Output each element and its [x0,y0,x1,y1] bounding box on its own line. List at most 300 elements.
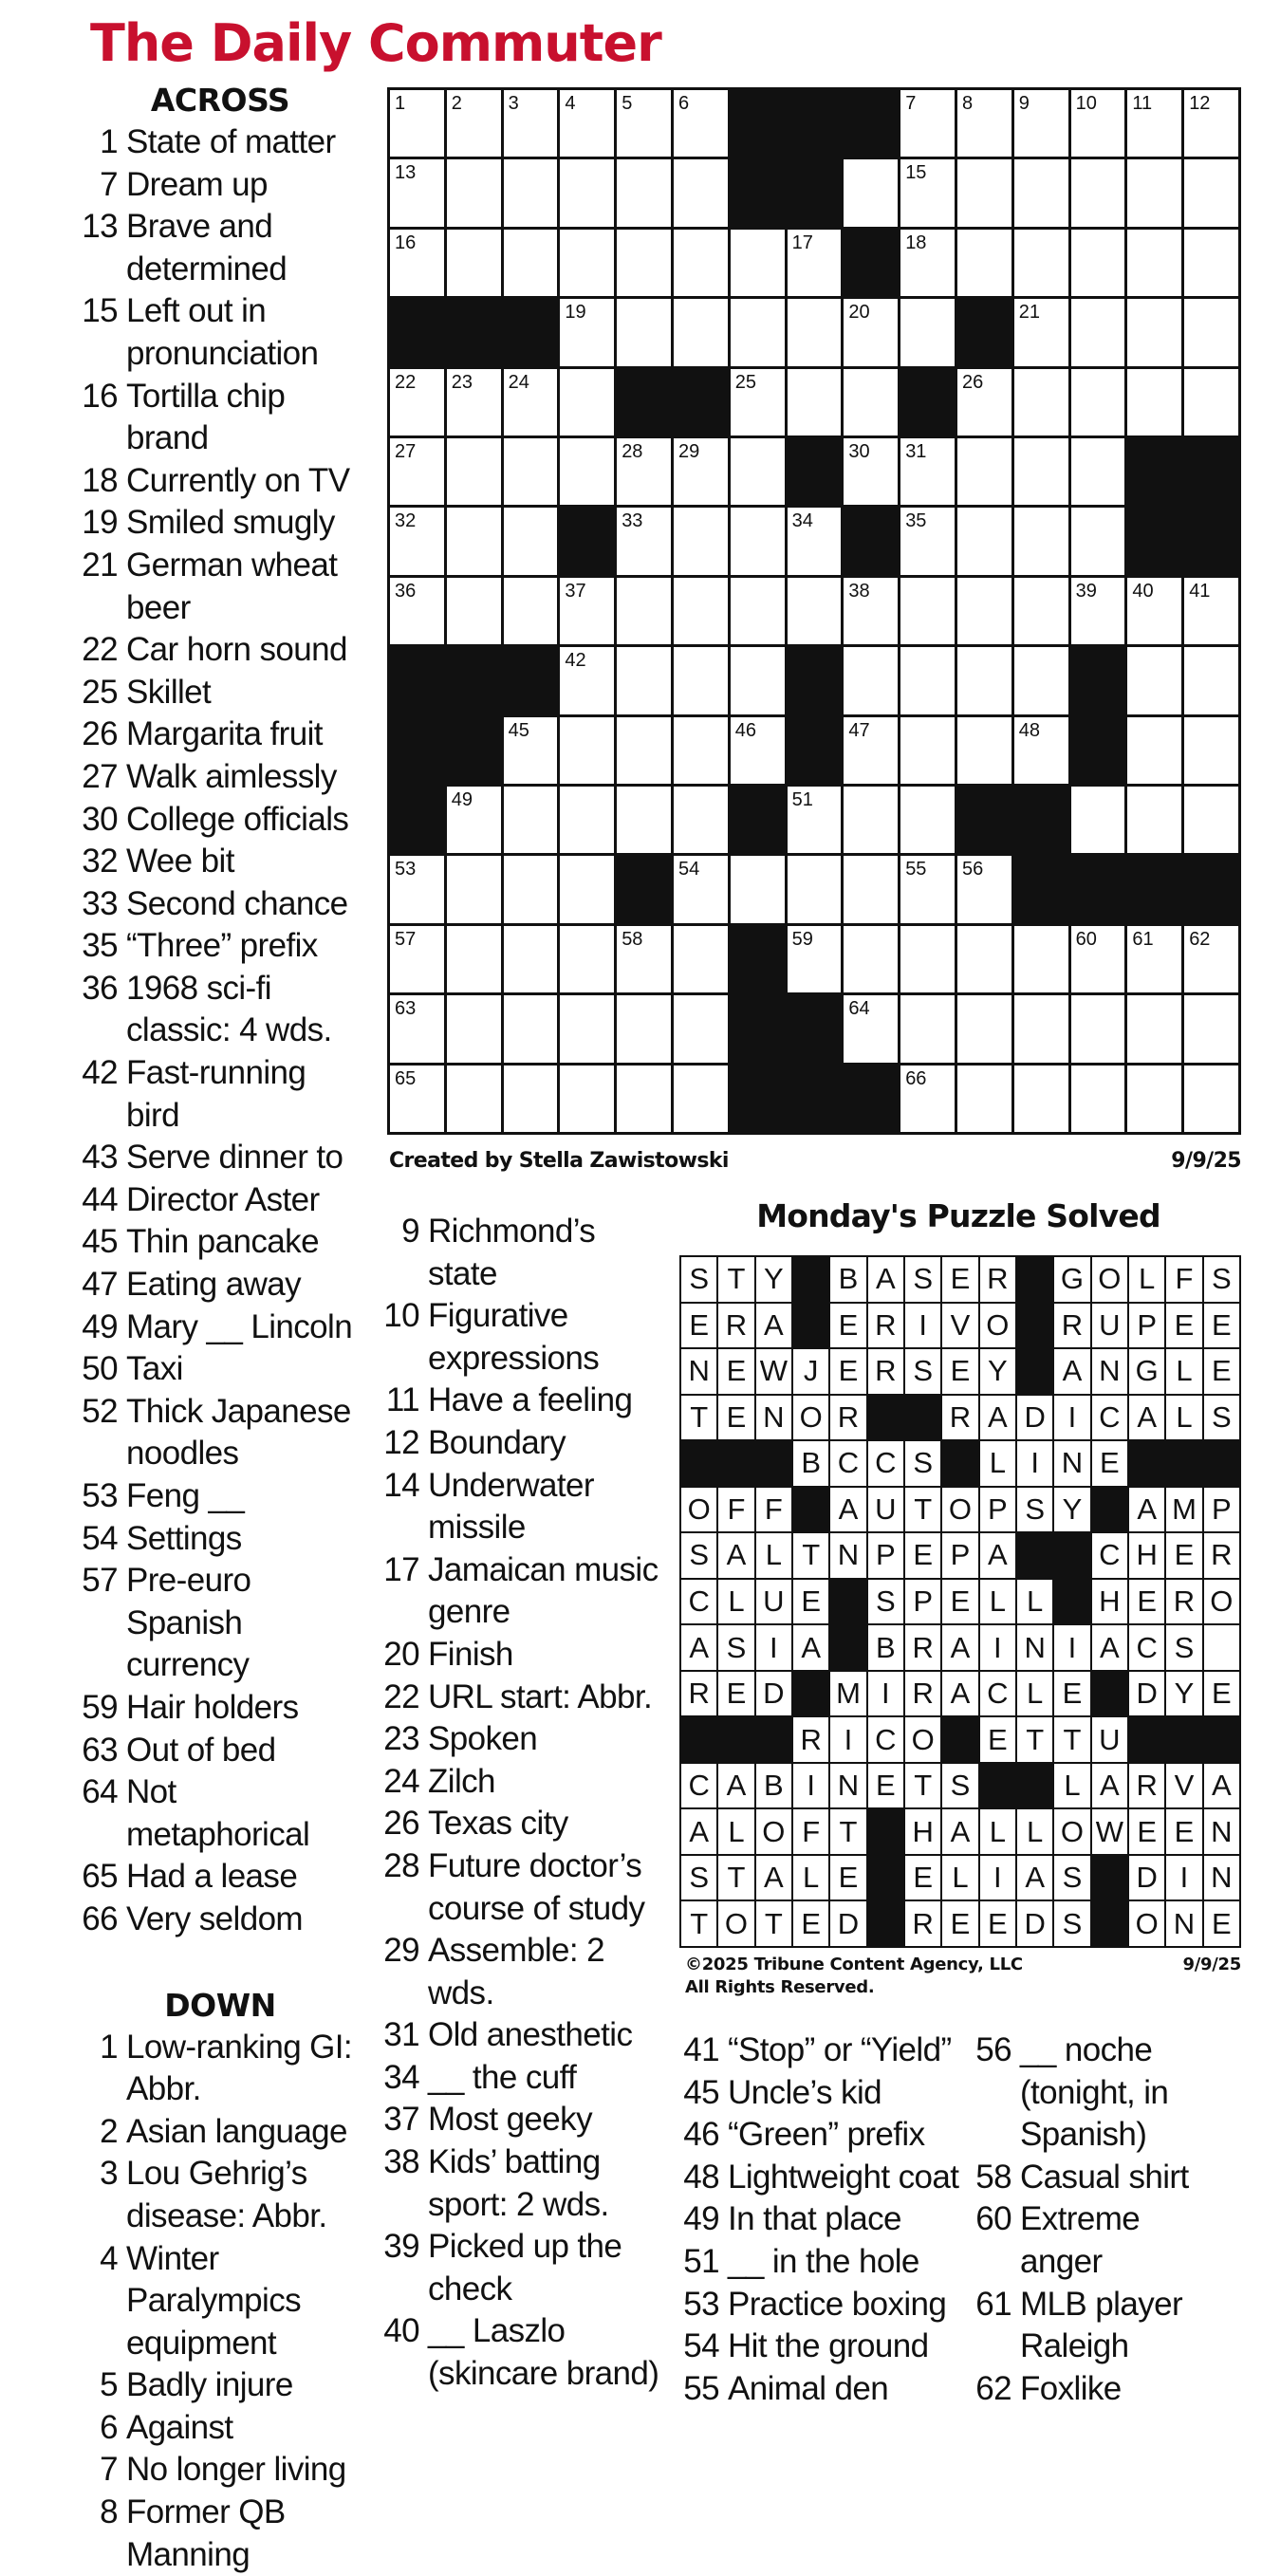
clue-line [968,2198,1253,2241]
grid-cell[interactable] [1071,159,1125,226]
grid-cell[interactable] [447,995,501,1062]
solved-cell: V [942,1304,977,1348]
grid-cell[interactable] [788,926,842,992]
grid-cell[interactable] [1014,926,1068,992]
solved-cell: S [681,1257,716,1302]
black-square [844,508,898,574]
grid-cell[interactable] [1014,647,1068,713]
grid-cell[interactable] [504,787,558,853]
solved-cell: A [980,1396,1015,1440]
grid-cell[interactable] [504,578,558,644]
grid-cell[interactable] [1127,717,1181,784]
grid-cell[interactable] [674,578,728,644]
copyright-line-1: ©2025 Tribune Content Agency, LLC [685,1955,1023,1974]
cell-number: 54 [678,859,700,880]
grid-cell[interactable] [1071,90,1125,157]
grid-cell[interactable] [504,1066,558,1132]
grid-cell[interactable] [560,438,614,505]
clue-number: 32 [82,843,118,880]
grid-cell[interactable] [1184,159,1238,226]
grid-cell[interactable] [674,926,728,992]
clue-number: 45 [82,1223,118,1261]
grid-cell[interactable] [504,438,558,505]
clue-text: missile [428,1509,526,1547]
grid-cell[interactable] [731,856,785,922]
grid-cell[interactable] [447,856,501,922]
clue-line [78,1899,362,1941]
solved-cell: T [905,1764,940,1808]
clue-number: 25 [82,673,118,711]
grid-cell[interactable] [788,230,842,296]
grid-cell[interactable] [1184,90,1238,157]
grid-cell[interactable] [674,159,728,226]
grid-cell[interactable] [731,717,785,784]
grid-cell[interactable] [447,926,501,992]
grid-cell[interactable] [560,787,614,853]
grid-cell[interactable] [1071,369,1125,436]
grid-cell[interactable] [504,717,558,784]
black-square [390,647,444,713]
black-square [1071,856,1125,922]
grid-cell[interactable] [788,856,842,922]
clue-number [968,2072,1020,2115]
grid-cell[interactable] [1127,90,1181,157]
solved-cell: I [793,1764,828,1808]
grid-cell[interactable] [390,230,444,296]
grid-cell[interactable] [1071,438,1125,505]
clue-text: Car horn sound [126,631,347,669]
solved-cell: O [718,1901,753,1946]
grid-cell[interactable] [560,995,614,1062]
grid-cell[interactable] [617,230,671,296]
clue-text: Low-ranking GI: [126,2028,353,2066]
solved-cell: E [830,1856,865,1900]
grid-cell[interactable] [788,369,842,436]
clue-text: Left out in [126,292,267,330]
grid-cell[interactable] [1071,230,1125,296]
clue-text: Practice boxing [728,2285,947,2323]
grid-cell[interactable] [788,299,842,365]
solved-black-square [1204,1717,1239,1762]
clue-text: Director Aster [126,1180,320,1218]
solved-cell: S [718,1625,753,1670]
grid-cell[interactable] [957,717,1011,784]
grid-cell[interactable] [447,159,501,226]
grid-cell[interactable] [1071,1066,1125,1132]
cell-number: 64 [848,998,870,1020]
grid-cell[interactable] [900,995,955,1062]
grid-cell[interactable] [900,90,955,157]
clue-text: Zilch [428,1762,495,1800]
grid-cell[interactable] [844,995,898,1062]
grid-cell[interactable] [1071,299,1125,365]
grid-cell[interactable] [1014,508,1068,574]
grid-cell[interactable] [447,508,501,574]
grid-cell[interactable] [900,159,955,226]
clue-line [78,2323,362,2365]
clue-number: 9 [401,1213,419,1250]
clue-number [78,2280,126,2323]
grid-cell[interactable] [1014,717,1068,784]
clue-text: Fast-running bird [126,1054,306,1134]
clue-column-4 [968,2029,1253,2410]
grid-cell[interactable] [731,508,785,574]
black-square [788,717,842,784]
clue-column-3 [676,2029,970,2410]
grid-cell[interactable] [617,508,671,574]
grid-cell[interactable] [900,508,955,574]
grid-cell[interactable] [1127,995,1181,1062]
solved-cell: R [793,1717,828,1762]
solved-cell: O [905,1717,940,1762]
solved-cell: E [1166,1809,1201,1854]
grid-cell[interactable] [504,508,558,574]
clue-column-1 [78,80,362,2576]
clue-line [968,2284,1253,2326]
clue-text: In that place [728,2200,901,2238]
clue-line [78,460,362,503]
grid-cell[interactable] [900,438,955,505]
grid-cell[interactable] [560,159,614,226]
grid-cell[interactable] [844,856,898,922]
clue-number: 12 [383,1423,419,1461]
grid-cell[interactable] [674,995,728,1062]
grid-cell[interactable] [560,926,614,992]
solved-cell: B [868,1625,903,1670]
grid-cell[interactable] [390,856,444,922]
grid-cell[interactable] [674,1066,728,1132]
cell-number: 15 [905,162,927,184]
solved-cell: Y [1166,1672,1201,1716]
solved-cell: E [980,1901,1015,1946]
grid-cell[interactable] [560,578,614,644]
cell-number: 58 [622,928,643,950]
grid-cell[interactable] [1071,508,1125,574]
clue-line [968,2241,1253,2284]
grid-cell[interactable] [731,438,785,505]
grid-cell[interactable] [617,926,671,992]
grid-cell[interactable] [560,717,614,784]
grid-cell[interactable] [731,230,785,296]
cell-number: 29 [678,441,700,462]
grid-cell[interactable] [1184,230,1238,296]
grid-cell[interactable] [1184,717,1238,784]
grid-cell[interactable] [957,856,1011,922]
grid-cell[interactable] [560,1066,614,1132]
grid-cell[interactable] [1127,1066,1181,1132]
grid-cell[interactable] [560,90,614,157]
black-square [1184,508,1238,574]
clue-line [676,2157,970,2199]
grid-cell[interactable] [390,90,444,157]
grid-cell[interactable] [447,578,501,644]
clue-line [376,1930,670,1973]
clue-text: Mary __ Lincoln [126,1307,353,1345]
grid-cell[interactable] [844,299,898,365]
grid-cell[interactable] [617,578,671,644]
grid-cell[interactable] [617,647,671,713]
solved-black-square [1054,1580,1089,1624]
grid-cell[interactable] [1014,578,1068,644]
clue-line [78,1687,362,1730]
grid-cell[interactable] [447,230,501,296]
grid-cell[interactable] [957,1066,1011,1132]
grid-cell[interactable] [900,1066,955,1132]
grid-cell[interactable] [560,230,614,296]
grid-cell[interactable] [900,787,955,853]
grid-cell[interactable] [844,438,898,505]
grid-cell[interactable] [617,438,671,505]
grid-cell[interactable] [957,438,1011,505]
grid-cell[interactable] [900,299,955,365]
grid-cell[interactable] [957,647,1011,713]
grid-cell[interactable] [504,926,558,992]
black-square [1014,856,1068,922]
cell-number: 17 [791,232,813,253]
solved-black-square [1017,1349,1052,1394]
clue-line [78,968,362,1010]
clue-text: Wee bit [126,843,234,880]
solved-cell: G [1054,1257,1089,1302]
grid-cell[interactable] [447,369,501,436]
clue-number: 58 [975,2158,1011,2196]
grid-cell[interactable] [1127,647,1181,713]
clue-line [376,2269,670,2311]
grid-cell[interactable] [1014,995,1068,1062]
grid-cell[interactable] [390,438,444,505]
solved-cell: R [718,1304,753,1348]
grid-cell[interactable] [674,438,728,505]
cell-number: 35 [905,510,927,532]
solved-cell: I [905,1304,940,1348]
grid-cell[interactable] [1127,578,1181,644]
solved-cell: L [1129,1257,1164,1302]
grid-cell[interactable] [1184,787,1238,853]
grid-cell[interactable] [504,856,558,922]
grid-cell[interactable] [390,508,444,574]
grid-cell[interactable] [1127,369,1181,436]
grid-cell[interactable] [1014,230,1068,296]
grid-cell[interactable] [957,159,1011,226]
solved-cell: R [830,1396,865,1440]
grid-cell[interactable] [900,717,955,784]
clue-column-2 [376,1211,670,2396]
grid-cell[interactable] [390,1066,444,1132]
solved-cell: S [905,1349,940,1394]
grid-cell[interactable] [731,578,785,644]
grid-cell[interactable] [844,787,898,853]
clue-line [676,2326,970,2368]
grid-cell[interactable] [844,369,898,436]
grid-cell[interactable] [1014,438,1068,505]
solved-cell: I [1054,1625,1089,1670]
grid-cell[interactable] [504,90,558,157]
grid-cell[interactable] [617,90,671,157]
clue-text: MLB player [1020,2285,1183,2323]
solved-cell: E [1129,1809,1164,1854]
grid-cell[interactable] [674,717,728,784]
grid-cell[interactable] [1184,578,1238,644]
clue-text: classic: 4 wds. [126,1011,332,1049]
grid-cell[interactable] [1071,926,1125,992]
cell-number: 55 [905,859,927,880]
grid-cell[interactable] [390,159,444,226]
grid-cell[interactable] [1071,787,1125,853]
grid-cell[interactable] [504,369,558,436]
grid-cell[interactable] [1071,995,1125,1062]
grid-cell[interactable] [1127,787,1181,853]
solved-cell: P [1129,1304,1164,1348]
grid-cell[interactable] [900,230,955,296]
clue-line [376,2141,670,2184]
grid-cell[interactable] [674,299,728,365]
grid-cell[interactable] [617,717,671,784]
grid-cell[interactable] [504,159,558,226]
grid-cell[interactable] [1014,1066,1068,1132]
grid-cell[interactable] [957,578,1011,644]
grid-cell[interactable] [1127,299,1181,365]
grid-cell[interactable] [447,787,501,853]
clue-text: “Green” prefix [728,2116,925,2154]
grid-cell[interactable] [617,995,671,1062]
grid-cell[interactable] [731,647,785,713]
solved-cell: E [905,1856,940,1900]
clue-line [968,2072,1253,2115]
solved-black-square [830,1580,865,1624]
grid-cell[interactable] [1071,578,1125,644]
clue-number: 42 [82,1054,118,1092]
grid-cell[interactable] [957,369,1011,436]
grid-cell[interactable] [390,926,444,992]
clue-line [78,164,362,207]
solved-black-square [1166,1717,1201,1762]
cell-number: 38 [848,580,870,602]
grid-cell[interactable] [957,926,1011,992]
grid-cell[interactable] [844,926,898,992]
clue-number: 20 [383,1635,419,1673]
grid-cell[interactable] [560,856,614,922]
grid-cell[interactable] [1184,926,1238,992]
grid-cell[interactable] [1184,1066,1238,1132]
grid-cell[interactable] [900,926,955,992]
grid-cell[interactable] [900,856,955,922]
grid-cell[interactable] [617,159,671,226]
clue-line [676,2368,970,2411]
grid-cell[interactable] [504,995,558,1062]
black-square [1014,787,1068,853]
solved-cell: E [942,1349,977,1394]
grid-cell[interactable] [844,159,898,226]
grid-cell[interactable] [788,508,842,574]
grid-cell[interactable] [844,578,898,644]
grid-cell[interactable] [1184,299,1238,365]
cell-number: 61 [1132,928,1154,950]
solved-cell: A [1129,1396,1164,1440]
grid-cell[interactable] [900,578,955,644]
grid-cell[interactable] [1014,369,1068,436]
grid-cell[interactable] [900,647,955,713]
black-square [390,787,444,853]
grid-cell[interactable] [617,299,671,365]
clue-line [376,1211,670,1253]
grid-cell[interactable] [674,230,728,296]
solved-cell: O [1054,1809,1089,1854]
grid-cell[interactable] [674,90,728,157]
clue-line [78,1771,362,1856]
clue-line [78,206,362,249]
grid-cell[interactable] [1127,159,1181,226]
grid-cell[interactable] [1184,995,1238,1062]
grid-cell[interactable] [957,508,1011,574]
solved-cell: A [942,1809,977,1854]
clue-text: wds. [428,1974,494,2011]
grid-cell[interactable] [844,717,898,784]
solved-cell: L [1054,1764,1089,1808]
grid-cell[interactable] [447,90,501,157]
cell-number: 2 [451,93,462,114]
solved-cell: E [830,1304,865,1348]
down-heading: DOWN [164,1986,276,2024]
grid-cell[interactable] [788,578,842,644]
newspaper-title: The Daily Commuter [90,13,661,73]
grid-cell[interactable] [1127,230,1181,296]
black-square [731,995,785,1062]
grid-cell[interactable] [504,230,558,296]
clue-number: 55 [683,2369,719,2407]
grid-cell[interactable] [447,1066,501,1132]
grid-cell[interactable] [390,578,444,644]
solved-cell: C [1092,1533,1127,1578]
solved-cell: L [980,1809,1015,1854]
grid-cell[interactable] [1014,159,1068,226]
clue-line [78,2449,362,2492]
grid-cell[interactable] [560,299,614,365]
grid-cell[interactable] [447,438,501,505]
grid-cell[interactable] [617,1066,671,1132]
grid-cell[interactable] [1184,647,1238,713]
grid-cell[interactable] [1127,926,1181,992]
solved-cell: B [830,1257,865,1302]
grid-cell[interactable] [560,647,614,713]
solved-cell: S [868,1580,903,1624]
grid-cell[interactable] [957,230,1011,296]
grid-cell[interactable] [731,299,785,365]
grid-cell[interactable] [957,90,1011,157]
grid-cell[interactable] [674,508,728,574]
grid-cell[interactable] [1014,299,1068,365]
grid-cell[interactable] [1184,369,1238,436]
cell-number: 47 [848,719,870,741]
clue-text: Manning [126,2535,251,2573]
grid-cell[interactable] [674,856,728,922]
copyright-line-2: All Rights Reserved. [685,1977,875,1997]
grid-cell[interactable] [674,647,728,713]
grid-cell[interactable] [844,647,898,713]
solved-cell: S [681,1856,716,1900]
grid-cell[interactable] [1014,90,1068,157]
grid-cell[interactable] [731,369,785,436]
grid-cell[interactable] [617,787,671,853]
grid-cell[interactable] [674,787,728,853]
grid-cell[interactable] [957,995,1011,1062]
grid-cell[interactable] [390,369,444,436]
grid-cell[interactable] [390,995,444,1062]
cell-number: 66 [905,1067,927,1089]
grid-cell[interactable] [788,787,842,853]
solved-cell: T [1054,1717,1089,1762]
clue-number: 7 [100,165,118,203]
grid-cell[interactable] [560,369,614,436]
